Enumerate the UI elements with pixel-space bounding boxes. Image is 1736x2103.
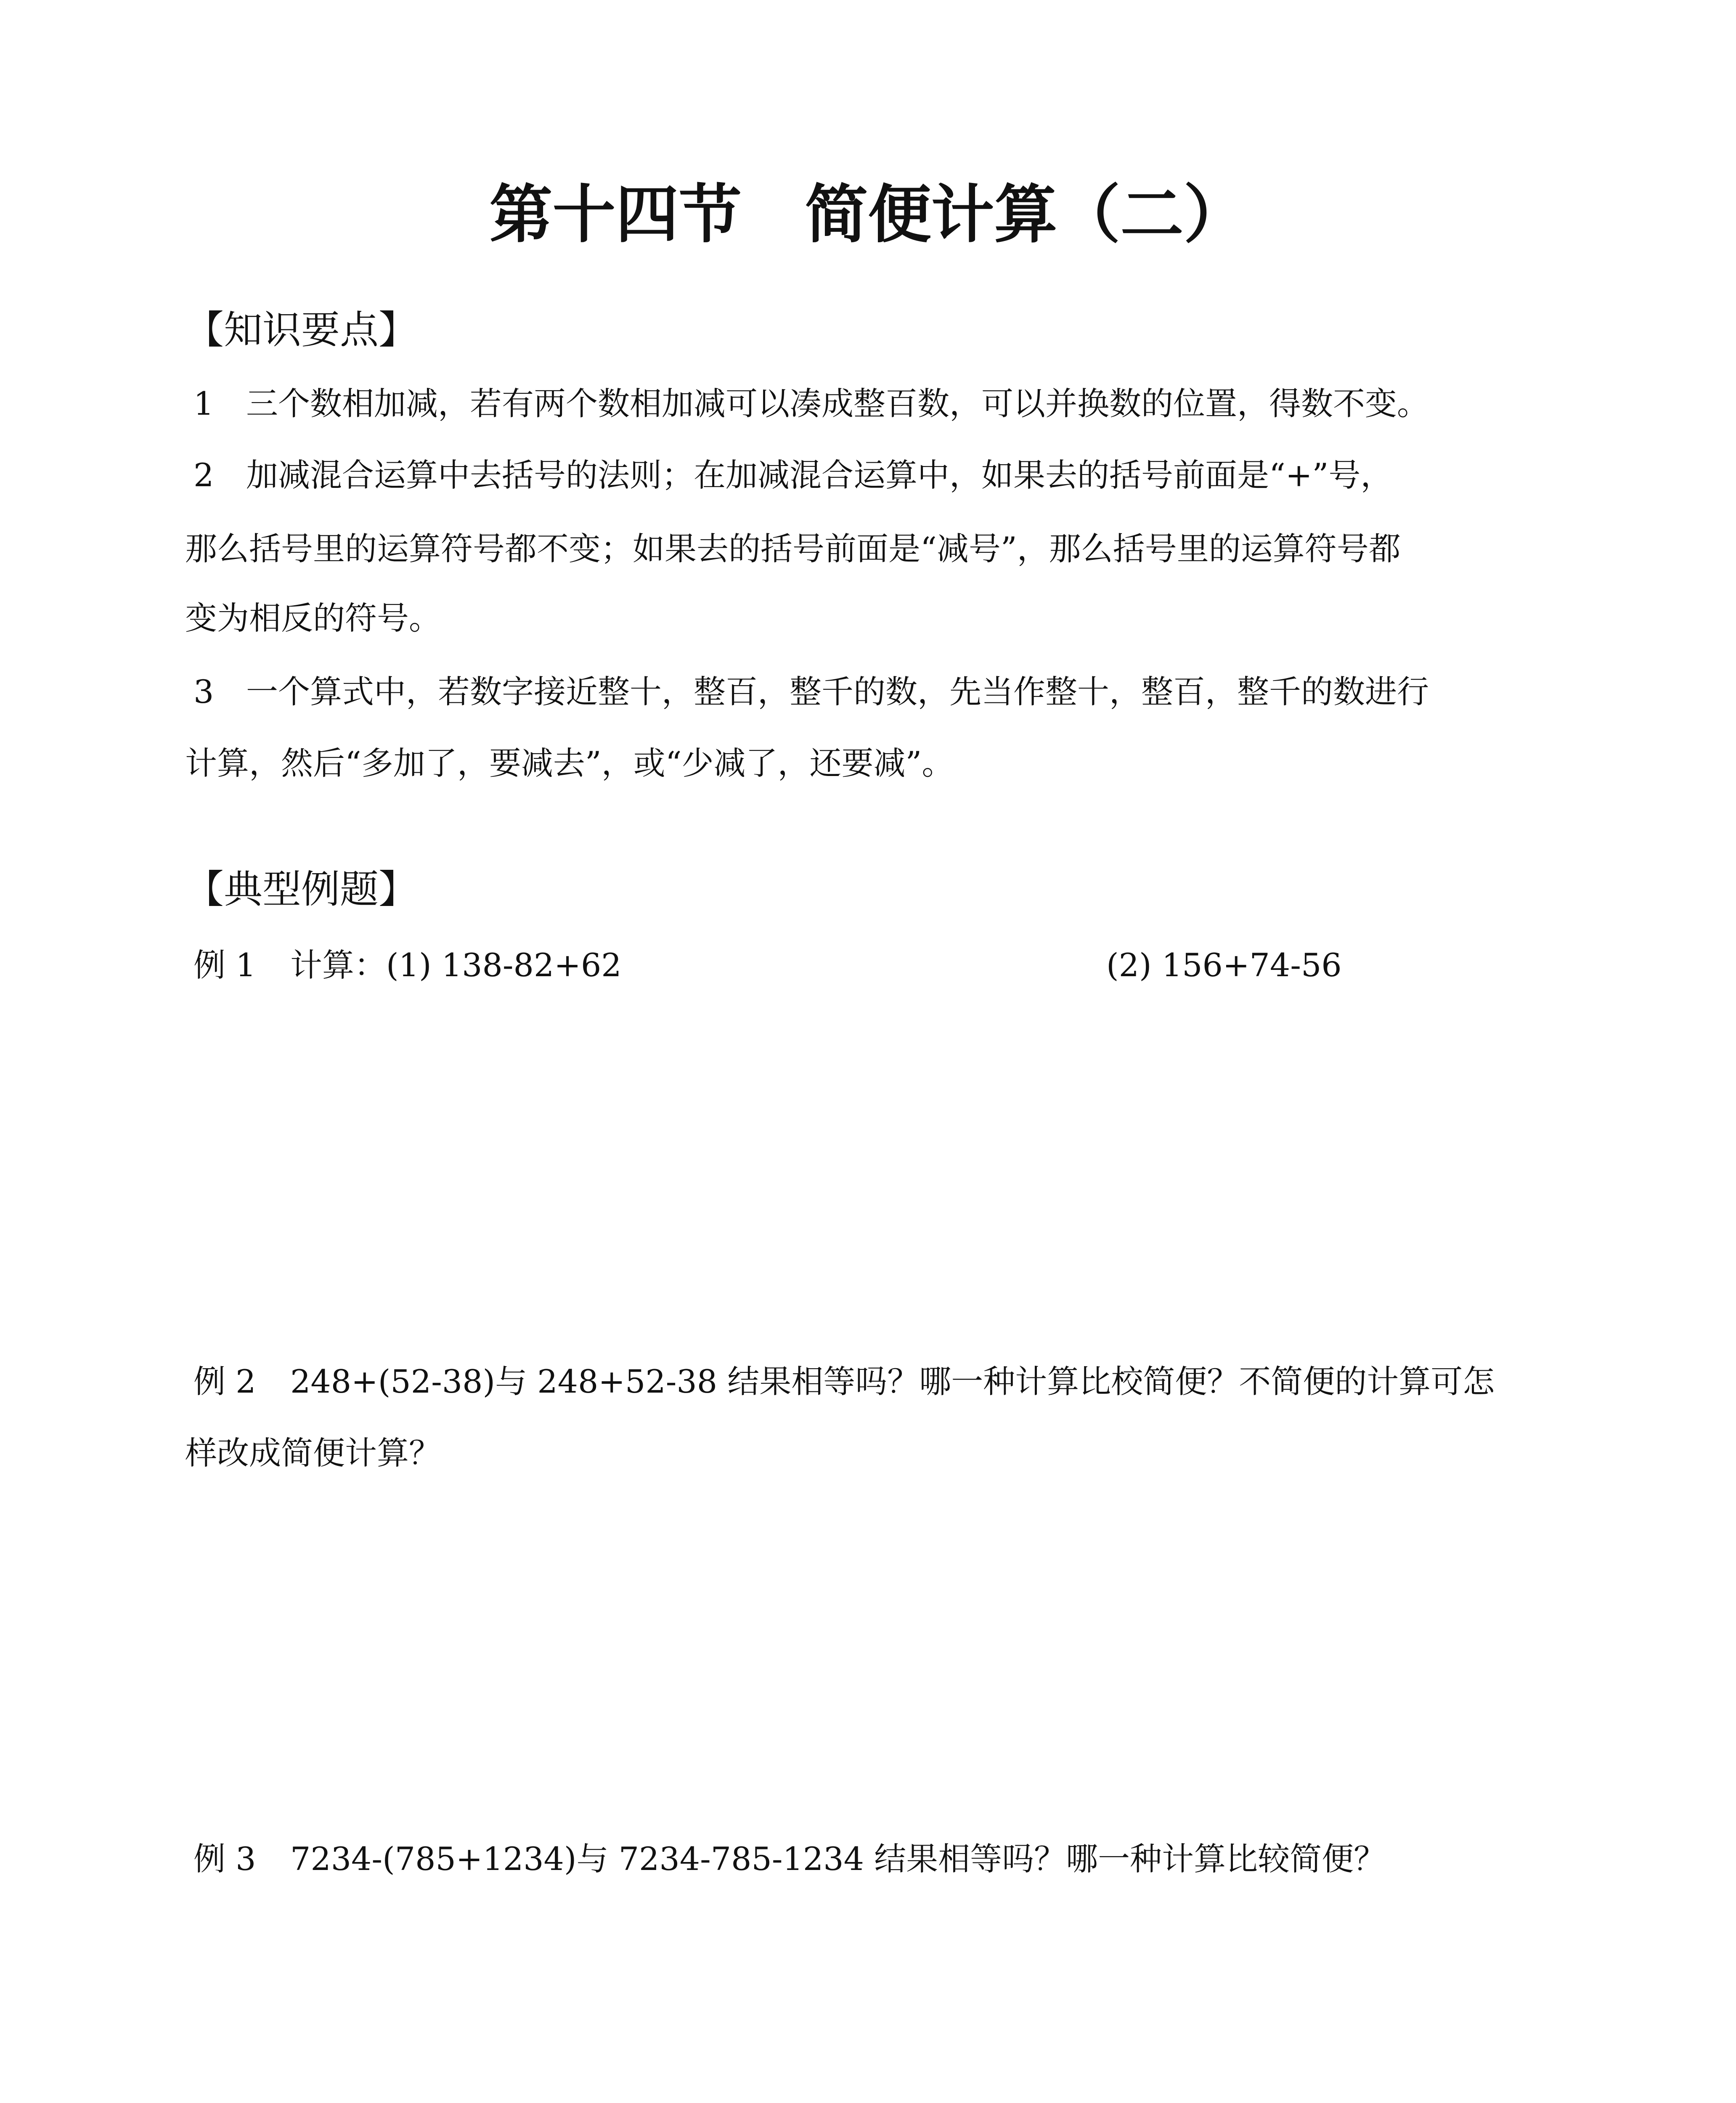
- knowledge-heading: 【知识要点】: [185, 307, 418, 352]
- knowledge-point-3: [193, 671, 1429, 713]
- example-3: [193, 1838, 1386, 1880]
- example-1: [193, 944, 622, 986]
- point-text: 三个数相加减，若有两个数相加减可以凑成整百数，可以并换数的位置，得数不变。: [246, 385, 1429, 422]
- knowledge-point-2-continued: 变为相反的符号。: [185, 599, 441, 637]
- knowledge-point-2: [193, 454, 1392, 496]
- example-text: 7234-(785+1234)与 7234-785-1234 结果相等吗？哪一种计算比较简便？: [290, 1840, 1386, 1878]
- example-label: 例 3: [193, 1840, 256, 1878]
- point-number: 3: [193, 673, 214, 710]
- example-1-part-2: (2) 156+74-56: [1106, 946, 1342, 984]
- example-2: [193, 1361, 1495, 1403]
- point-text: 加减混合运算中去括号的法则；在加减混合运算中，如果去的括号前面是“+”号，: [246, 456, 1393, 494]
- knowledge-point-3-continued: 计算，然后“多加了，要减去”，或“少减了，还要减”。: [185, 744, 954, 782]
- example-label: 例 2: [193, 1363, 256, 1400]
- knowledge-point-2-continued: 那么括号里的运算符号都不变；如果去的括号前面是“减号”，那么括号里的运算符号都: [185, 530, 1401, 567]
- point-number: 1: [193, 385, 214, 422]
- example-label: 例 1: [193, 946, 256, 984]
- example-text: 计算：(1) 138-82+62: [290, 946, 622, 984]
- example-2-continued: 样改成简便计算？: [185, 1434, 441, 1472]
- examples-heading: 【典型例题】: [185, 867, 418, 912]
- example-text: 248+(52-38)与 248+52-38 结果相等吗？哪一种计算比校简便？不简便的计算可怎: [290, 1363, 1495, 1400]
- point-text: 一个算式中，若数字接近整十，整百，整千的数，先当作整十，整百，整千的数进行: [246, 673, 1429, 710]
- page-title: 第十四节 简便计算（二）: [489, 177, 1247, 252]
- point-number: 2: [193, 456, 214, 494]
- knowledge-point-1: [193, 383, 1429, 425]
